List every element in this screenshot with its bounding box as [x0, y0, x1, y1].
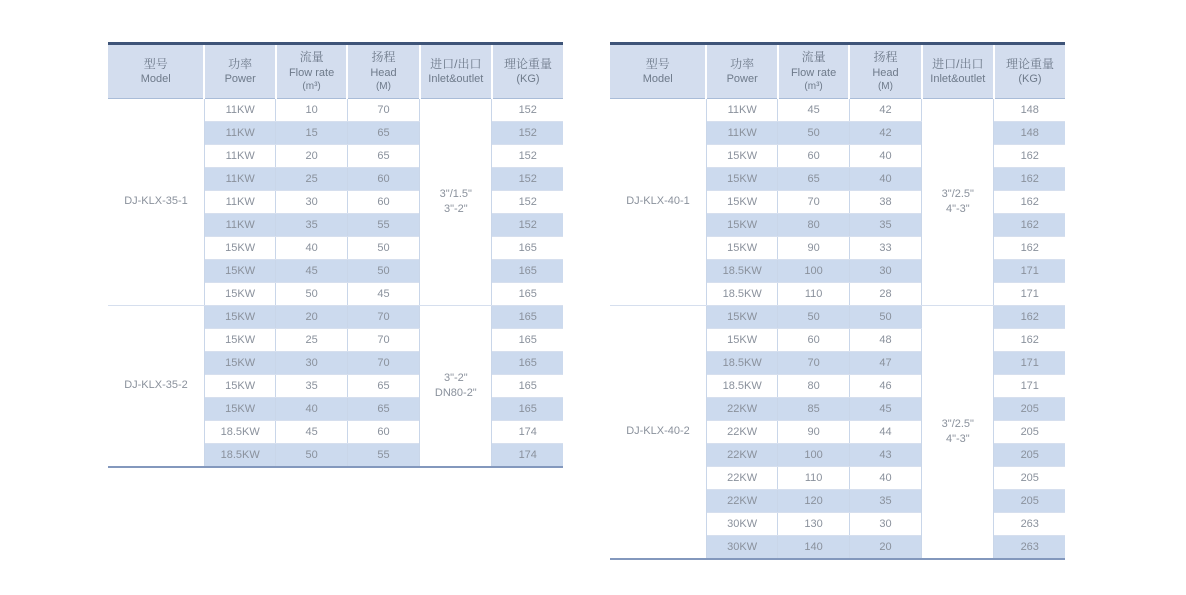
weight-cell: 152	[492, 213, 563, 236]
power-cell: 15KW	[706, 144, 777, 167]
flow-cell: 50	[778, 305, 849, 328]
flow-cell: 110	[778, 466, 849, 489]
weight-cell: 162	[994, 144, 1065, 167]
table-header	[108, 44, 563, 99]
header-model-zh: 型号	[143, 56, 168, 71]
flow-cell: 25	[276, 167, 347, 190]
flow-cell: 65	[778, 167, 849, 190]
power-cell: 15KW	[204, 236, 275, 259]
inlet-outlet-cell	[922, 305, 994, 559]
flow-cell: 20	[276, 305, 347, 328]
power-cell: 22KW	[706, 466, 777, 489]
col-header-weight	[994, 44, 1065, 99]
flow-cell: 25	[276, 328, 347, 351]
head-cell: 46	[849, 374, 921, 397]
power-cell: 15KW	[706, 305, 777, 328]
head-cell: 42	[849, 98, 921, 121]
header-head-en: Head	[872, 66, 899, 79]
power-cell: 11KW	[204, 167, 275, 190]
model-cell: DJ-KLX-40-2	[610, 305, 706, 559]
head-cell: 60	[347, 190, 419, 213]
weight-cell: 165	[492, 374, 563, 397]
flow-cell: 90	[778, 236, 849, 259]
weight-cell: 205	[994, 420, 1065, 443]
header-head-en: Head	[370, 66, 397, 79]
head-cell: 40	[849, 144, 921, 167]
header-row	[108, 44, 563, 99]
col-header-head	[347, 44, 419, 99]
table-row	[610, 98, 1065, 121]
weight-cell: 171	[994, 374, 1065, 397]
inlet-outlet-line: 3"-2"	[443, 372, 468, 385]
inlet-outlet-cell	[420, 305, 492, 467]
flow-cell: 50	[276, 443, 347, 467]
weight-cell: 205	[994, 466, 1065, 489]
head-cell: 20	[849, 535, 921, 559]
inlet-outlet-cell	[420, 98, 492, 305]
weight-cell: 152	[492, 144, 563, 167]
flow-cell: 110	[778, 282, 849, 305]
head-cell: 30	[849, 259, 921, 282]
power-cell: 15KW	[706, 167, 777, 190]
flow-cell: 20	[276, 144, 347, 167]
flow-cell: 120	[778, 489, 849, 512]
power-cell: 11KW	[204, 213, 275, 236]
flow-cell: 30	[276, 351, 347, 374]
head-cell: 65	[347, 121, 419, 144]
power-cell: 15KW	[706, 236, 777, 259]
spec-table-klx-40	[610, 42, 1065, 560]
weight-cell: 162	[994, 213, 1065, 236]
header-flow-en: Flow rate	[790, 66, 837, 79]
head-cell: 65	[347, 374, 419, 397]
header-inlet-zh: 进口/出口	[430, 56, 482, 71]
flow-cell: 60	[778, 144, 849, 167]
header-weight-en: (KG)	[516, 73, 540, 86]
weight-cell: 162	[994, 328, 1065, 351]
table-row	[108, 98, 563, 121]
col-header-inlet-outlet	[922, 44, 994, 99]
col-header-inlet-outlet	[420, 44, 492, 99]
flow-cell: 130	[778, 512, 849, 535]
head-cell: 60	[347, 167, 419, 190]
flow-cell: 80	[778, 213, 849, 236]
flow-cell: 35	[276, 374, 347, 397]
header-weight-en: (KG)	[1018, 73, 1042, 86]
flow-cell: 50	[778, 121, 849, 144]
flow-cell: 45	[276, 420, 347, 443]
weight-cell: 165	[492, 259, 563, 282]
head-cell: 70	[347, 328, 419, 351]
col-header-power	[204, 44, 275, 99]
weight-cell: 165	[492, 236, 563, 259]
model-cell: DJ-KLX-40-1	[610, 98, 706, 305]
weight-cell: 162	[994, 190, 1065, 213]
head-cell: 47	[849, 351, 921, 374]
flow-cell: 100	[778, 443, 849, 466]
header-head-zh: 扬程	[873, 50, 898, 64]
head-cell: 35	[849, 213, 921, 236]
head-cell: 40	[849, 466, 921, 489]
header-inlet-zh: 进口/出口	[932, 56, 984, 71]
weight-cell: 165	[492, 282, 563, 305]
inlet-outlet-line: 4"-3"	[945, 202, 970, 215]
weight-cell: 152	[492, 121, 563, 144]
header-flow-zh: 流量	[801, 50, 826, 64]
head-cell: 70	[347, 351, 419, 374]
head-cell: 45	[849, 397, 921, 420]
model-cell: DJ-KLX-35-2	[108, 305, 204, 467]
header-power-en: Power	[726, 73, 758, 86]
header-head-unit: (M)	[877, 80, 893, 92]
header-row	[610, 44, 1065, 99]
col-header-model	[610, 44, 706, 99]
weight-cell: 205	[994, 443, 1065, 466]
weight-cell: 165	[492, 328, 563, 351]
power-cell: 11KW	[706, 121, 777, 144]
flow-cell: 35	[276, 213, 347, 236]
header-head-zh: 扬程	[371, 50, 396, 64]
weight-cell: 174	[492, 420, 563, 443]
weight-cell: 152	[492, 98, 563, 121]
weight-cell: 152	[492, 167, 563, 190]
col-header-weight	[492, 44, 563, 99]
weight-cell: 174	[492, 443, 563, 467]
col-header-flow	[778, 44, 849, 99]
power-cell: 18.5KW	[204, 420, 275, 443]
power-cell: 15KW	[706, 213, 777, 236]
flow-cell: 140	[778, 535, 849, 559]
inlet-outlet-line: DN80-2"	[434, 386, 477, 399]
head-cell: 35	[849, 489, 921, 512]
power-cell: 15KW	[204, 305, 275, 328]
header-weight-zh: 理论重量	[503, 56, 552, 71]
flow-cell: 90	[778, 420, 849, 443]
power-cell: 15KW	[204, 374, 275, 397]
power-cell: 18.5KW	[706, 374, 777, 397]
head-cell: 40	[849, 167, 921, 190]
head-cell: 70	[347, 305, 419, 328]
weight-cell: 162	[994, 305, 1065, 328]
table-row	[610, 305, 1065, 328]
weight-cell: 148	[994, 121, 1065, 144]
head-cell: 30	[849, 512, 921, 535]
table-body	[108, 98, 563, 467]
header-inlet-en: Inlet&outlet	[930, 73, 986, 86]
flow-cell: 40	[276, 236, 347, 259]
power-cell: 11KW	[204, 190, 275, 213]
head-cell: 42	[849, 121, 921, 144]
power-cell: 18.5KW	[706, 351, 777, 374]
inlet-outlet-line: 3"/2.5"	[941, 188, 974, 201]
head-cell: 65	[347, 397, 419, 420]
head-cell: 55	[347, 443, 419, 467]
header-model-zh: 型号	[645, 56, 670, 71]
flow-cell: 50	[276, 282, 347, 305]
head-cell: 50	[347, 236, 419, 259]
flow-cell: 45	[778, 98, 849, 121]
power-cell: 15KW	[204, 282, 275, 305]
weight-cell: 165	[492, 305, 563, 328]
header-model-en: Model	[642, 73, 673, 86]
header-flow-zh: 流量	[299, 50, 324, 64]
head-cell: 48	[849, 328, 921, 351]
header-power-en: Power	[224, 73, 256, 86]
head-cell: 38	[849, 190, 921, 213]
power-cell: 22KW	[706, 420, 777, 443]
flow-cell: 45	[276, 259, 347, 282]
power-cell: 11KW	[204, 121, 275, 144]
power-cell: 22KW	[706, 489, 777, 512]
weight-cell: 162	[994, 236, 1065, 259]
power-cell: 11KW	[204, 98, 275, 121]
header-flow-en: Flow rate	[288, 66, 335, 79]
weight-cell: 148	[994, 98, 1065, 121]
power-cell: 15KW	[204, 328, 275, 351]
power-cell: 22KW	[706, 397, 777, 420]
weight-cell: 162	[994, 167, 1065, 190]
head-cell: 65	[347, 144, 419, 167]
head-cell: 70	[347, 98, 419, 121]
power-cell: 15KW	[706, 328, 777, 351]
inlet-outlet-cell	[922, 98, 994, 305]
weight-cell: 205	[994, 397, 1065, 420]
power-cell: 11KW	[204, 144, 275, 167]
header-model-en: Model	[140, 73, 171, 86]
table-header	[610, 44, 1065, 99]
col-header-model	[108, 44, 204, 99]
power-cell: 15KW	[204, 351, 275, 374]
flow-cell: 60	[778, 328, 849, 351]
flow-cell: 80	[778, 374, 849, 397]
head-cell: 55	[347, 213, 419, 236]
head-cell: 43	[849, 443, 921, 466]
power-cell: 15KW	[706, 190, 777, 213]
header-weight-zh: 理论重量	[1005, 56, 1054, 71]
flow-cell: 70	[778, 351, 849, 374]
power-cell: 30KW	[706, 512, 777, 535]
head-cell: 28	[849, 282, 921, 305]
header-flow-unit: (m³)	[804, 80, 823, 92]
inlet-outlet-line: 3"/1.5"	[439, 188, 472, 201]
header-flow-unit: (m³)	[302, 80, 321, 92]
head-cell: 45	[347, 282, 419, 305]
flow-cell: 100	[778, 259, 849, 282]
header-inlet-en: Inlet&outlet	[428, 73, 484, 86]
head-cell: 50	[347, 259, 419, 282]
head-cell: 50	[849, 305, 921, 328]
inlet-outlet-line: 3"/2.5"	[941, 418, 974, 431]
head-cell: 60	[347, 420, 419, 443]
weight-cell: 263	[994, 512, 1065, 535]
col-header-power	[706, 44, 777, 99]
table-body	[610, 98, 1065, 559]
flow-cell: 40	[276, 397, 347, 420]
flow-cell: 10	[276, 98, 347, 121]
header-head-unit: (M)	[375, 80, 391, 92]
col-header-flow	[276, 44, 347, 99]
weight-cell: 205	[994, 489, 1065, 512]
power-cell: 22KW	[706, 443, 777, 466]
power-cell: 15KW	[204, 259, 275, 282]
weight-cell: 263	[994, 535, 1065, 559]
weight-cell: 165	[492, 397, 563, 420]
inlet-outlet-line: 3"-2"	[443, 202, 468, 215]
weight-cell: 171	[994, 282, 1065, 305]
head-cell: 44	[849, 420, 921, 443]
weight-cell: 171	[994, 351, 1065, 374]
power-cell: 18.5KW	[706, 282, 777, 305]
power-cell: 18.5KW	[706, 259, 777, 282]
model-cell: DJ-KLX-35-1	[108, 98, 204, 305]
flow-cell: 30	[276, 190, 347, 213]
power-cell: 30KW	[706, 535, 777, 559]
power-cell: 11KW	[706, 98, 777, 121]
weight-cell: 152	[492, 190, 563, 213]
table-row	[108, 305, 563, 328]
head-cell: 33	[849, 236, 921, 259]
flow-cell: 15	[276, 121, 347, 144]
flow-cell: 70	[778, 190, 849, 213]
header-power-zh: 功率	[228, 56, 253, 71]
weight-cell: 165	[492, 351, 563, 374]
power-cell: 15KW	[204, 397, 275, 420]
power-cell: 18.5KW	[204, 443, 275, 467]
header-power-zh: 功率	[730, 56, 755, 71]
weight-cell: 171	[994, 259, 1065, 282]
col-header-head	[849, 44, 921, 99]
flow-cell: 85	[778, 397, 849, 420]
inlet-outlet-line: 4"-3"	[945, 432, 970, 445]
spec-table-klx-35	[108, 42, 563, 468]
